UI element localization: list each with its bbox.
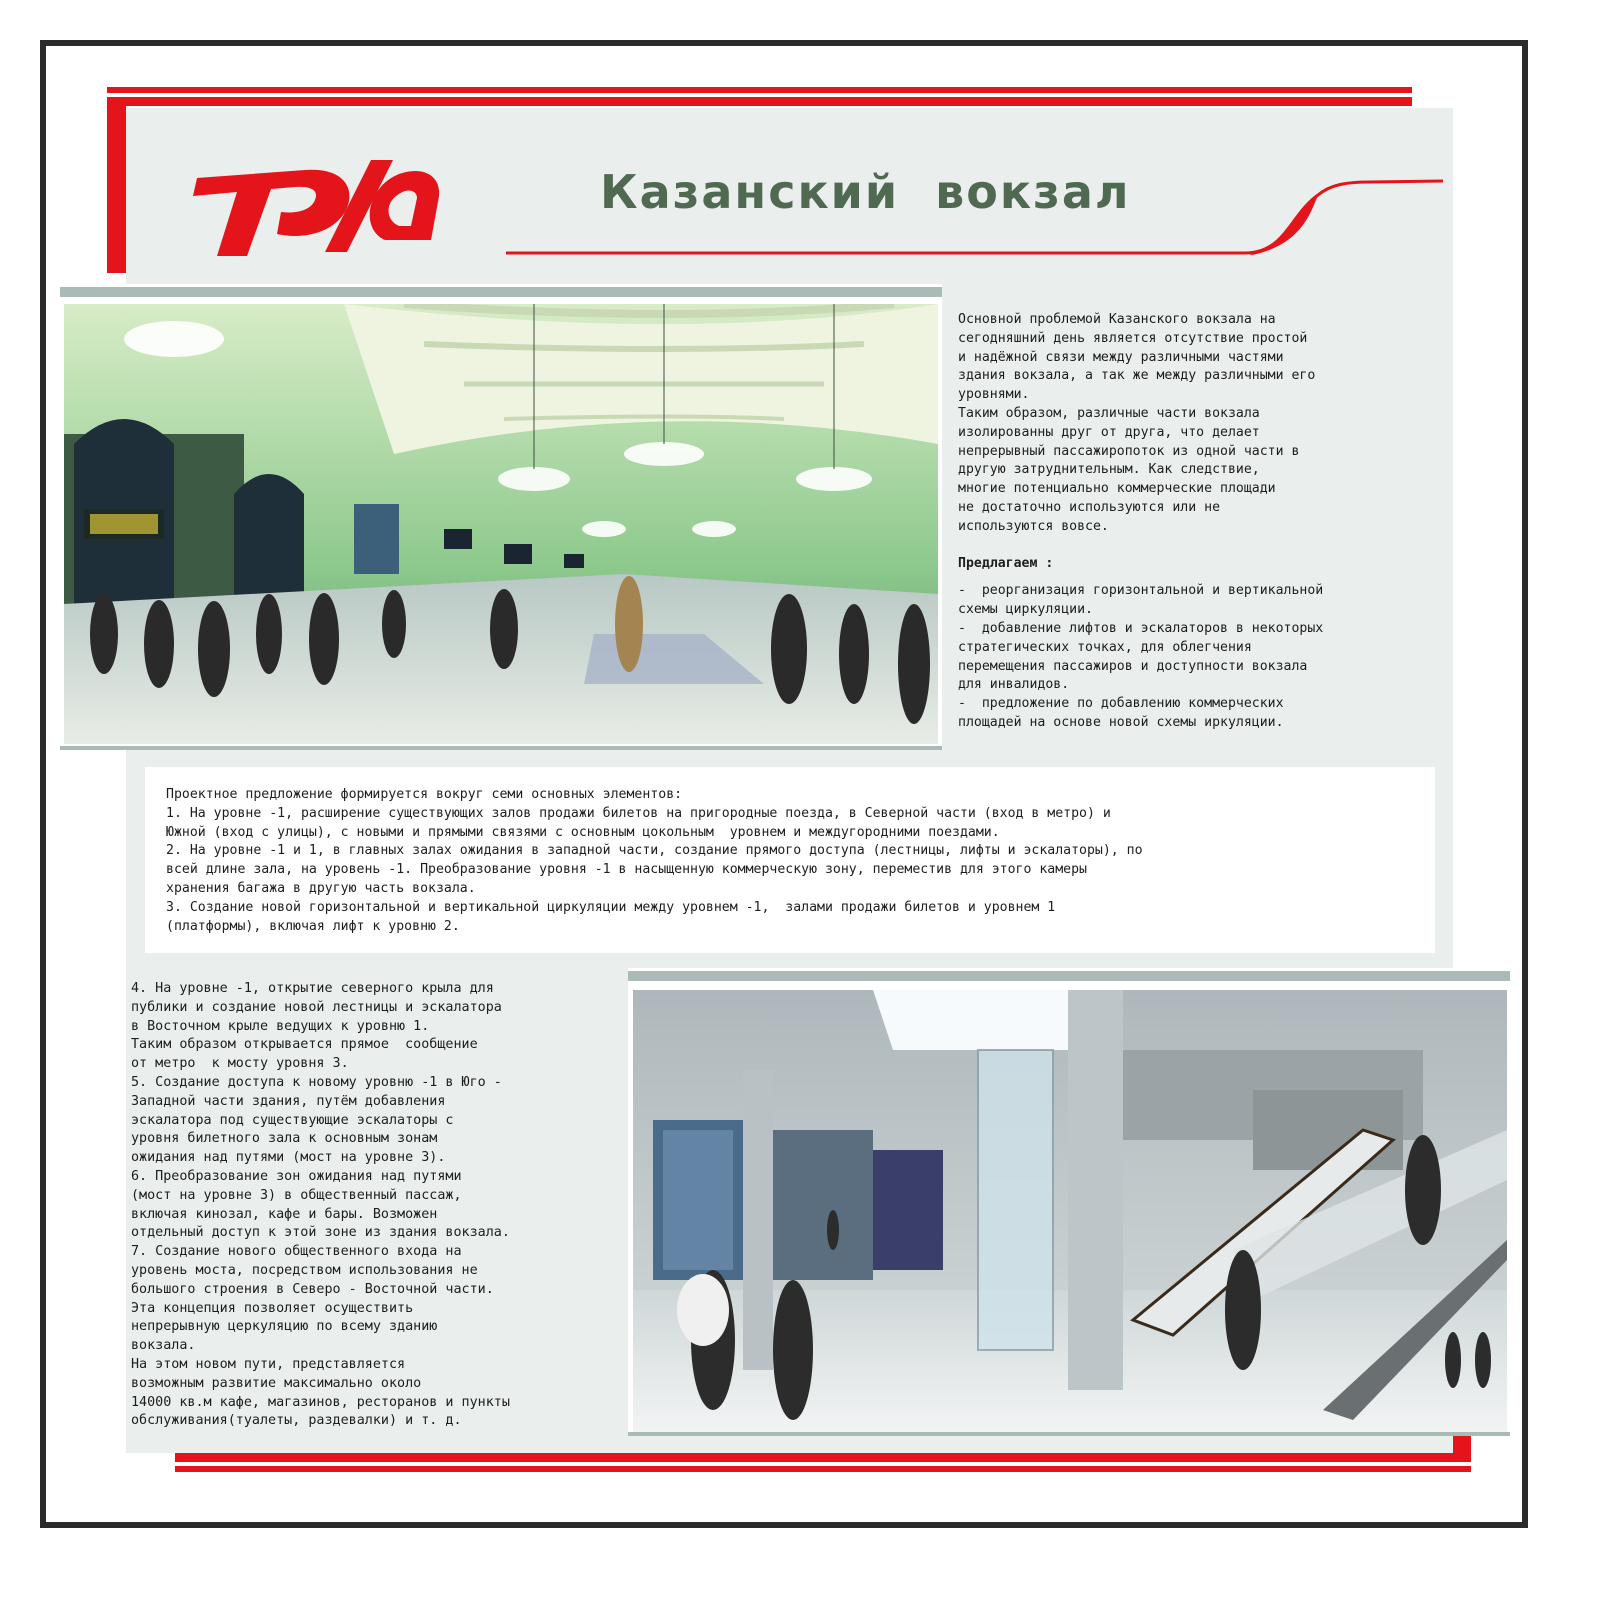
element-line: Эта концепция позволяет осуществить xyxy=(131,1300,414,1316)
element-line: уровень моста, посредством использования не xyxy=(131,1262,478,1278)
element-line: Таким образом открывается прямое сообщение xyxy=(131,1037,478,1053)
propose-line: - реорганизация горизонтальной и вертикальной xyxy=(958,583,1324,599)
element-line: вокзала. xyxy=(131,1338,196,1354)
proposal-line: хранения багажа в другую часть вокзала. xyxy=(166,880,476,896)
intro-line: Основной проблемой Казанского вокзала на xyxy=(958,312,1276,327)
element-line: в Восточном крыле ведущих к уровню 1. xyxy=(131,1018,430,1034)
propose-line: - добавление лифтов и эскалаторов в некоторых xyxy=(958,620,1324,636)
photo-top-bar xyxy=(628,971,1510,981)
intro-line: и надёжной связи между различными частями xyxy=(958,349,1284,365)
proposal-line: Южной (вход с улицы), с новыми и прямыми связями с основным цокольным уровнем и междугородними поездами. xyxy=(166,824,1000,840)
top-red-bar-thin xyxy=(107,87,1412,93)
element-line: 4. На уровне -1, открытие северного крыла для xyxy=(131,981,494,996)
intro-line: уровнями. xyxy=(958,387,1030,403)
intro-text-block xyxy=(958,311,1448,733)
intro-line: многие потенциально коммерческие площади xyxy=(958,481,1276,497)
elements-text-block xyxy=(131,980,631,1431)
element-line: уровня билетного зала к основным зонам xyxy=(131,1131,438,1147)
element-line: 14000 кв.м кафе, магазинов, ресторанов и пункты xyxy=(131,1394,510,1410)
propose-heading: Предлагаем : xyxy=(958,555,1054,571)
propose-line: перемещения пассажиров и доступности вокзала xyxy=(958,658,1308,674)
propose-line: стратегических точках, для облегчения xyxy=(958,639,1252,655)
intro-line: изолированны друг от друга, что делает xyxy=(958,424,1260,440)
element-line: 6. Преобразование зон ожидания над путями xyxy=(131,1168,462,1184)
right-red-bar xyxy=(1453,1436,1471,1462)
propose-line: - предложение по добавлению коммерческих xyxy=(958,696,1284,712)
intro-line: Таким образом, различные части вокзала xyxy=(958,405,1260,421)
propose-line: для инвалидов. xyxy=(958,677,1070,693)
proposal-line: 1. На уровне -1, расширение существующих залов продажи билетов на пригородные поезда, в Северной части (вход в метро) и xyxy=(166,805,1111,821)
element-line: (мост на уровне 3) в общественный пассаж, xyxy=(131,1187,462,1203)
proposal-line: всей длине зала, на уровень -1. Преобразование уровня -1 в насыщенную коммерческую зону, переместив для этого камеры xyxy=(166,862,1087,878)
photo-bottom-bar xyxy=(628,1432,1510,1436)
bottom-red-bar-thin xyxy=(175,1466,1471,1472)
element-line: На этом новом пути, представляется xyxy=(131,1356,406,1372)
red-swoosh-line xyxy=(500,175,1450,265)
element-line: 7. Создание нового общественного входа на xyxy=(131,1244,462,1260)
element-line: включая кинозал, кафе и бары. Возможен xyxy=(131,1206,438,1222)
element-line: непрерывную церкуляцию по всему зданию xyxy=(131,1319,438,1335)
element-line: Западной части здания, путём добавления xyxy=(131,1093,446,1109)
proposal-line: Проектное предложение формируется вокруг семи основных элементов: xyxy=(166,787,683,802)
proposal-line: 3. Создание новой горизонтальной и вертикальной циркуляции между уровнем -1, залами продажи билетов и уровнем 1 xyxy=(166,899,1056,915)
element-line: отдельный доступ к этой зоне из здания вокзала. xyxy=(131,1225,510,1241)
element-line: большого строения в Северо - Восточной части. xyxy=(131,1281,494,1297)
top-red-bar-thick xyxy=(107,97,1412,106)
intro-line: сегодняшний день является отсутствие простой xyxy=(958,330,1308,346)
intro-line: здания вокзала, а так же между различными его xyxy=(958,368,1316,384)
intro-line: используются вовсе. xyxy=(958,518,1109,534)
rzd-logo xyxy=(185,140,445,260)
photo-top-bar xyxy=(60,287,942,297)
proposal-line: (платформы), включая лифт к уровню 2. xyxy=(166,918,460,934)
element-line: ожидания над путями (мост на уровне 3). xyxy=(131,1150,446,1166)
photo-bottom-bar xyxy=(60,746,942,750)
element-line: от метро к мосту уровня 3. xyxy=(131,1056,349,1072)
proposal-text-block xyxy=(166,786,1426,936)
element-line: 5. Создание доступа к новому уровню -1 в Юго - xyxy=(131,1074,502,1090)
atrium-escalator-rendering xyxy=(633,990,1507,1432)
bottom-red-bar-thick xyxy=(175,1453,1471,1462)
element-line: публики и создание новой лестницы и эскалатора xyxy=(131,999,502,1015)
top-photo-frame xyxy=(60,284,942,750)
element-line: эскалатора под существующие эскалаторы с xyxy=(131,1112,454,1128)
intro-line: другую затруднительным. Как следствие, xyxy=(958,462,1260,478)
hall-interior-photo xyxy=(64,304,938,744)
intro-line: непрерывный пассажиропоток из одной части в xyxy=(958,443,1300,459)
propose-line: площадей на основе новой схемы иркуляции. xyxy=(958,714,1284,730)
element-line: обслуживания(туалеты, раздевалки) и т. д. xyxy=(131,1413,462,1429)
bottom-photo-frame xyxy=(628,968,1510,1436)
intro-line: не достаточно используются или не xyxy=(958,499,1221,515)
left-red-bar xyxy=(107,97,126,273)
element-line: возможным развитие максимально около xyxy=(131,1375,422,1391)
propose-line: схемы циркуляции. xyxy=(958,602,1093,618)
proposal-line: 2. На уровне -1 и 1, в главных залах ожидания в западной части, создание прямого доступа (лестницы, лифты и эскалаторы), по xyxy=(166,843,1143,859)
page-title: Казанский вокзал xyxy=(600,165,1131,219)
